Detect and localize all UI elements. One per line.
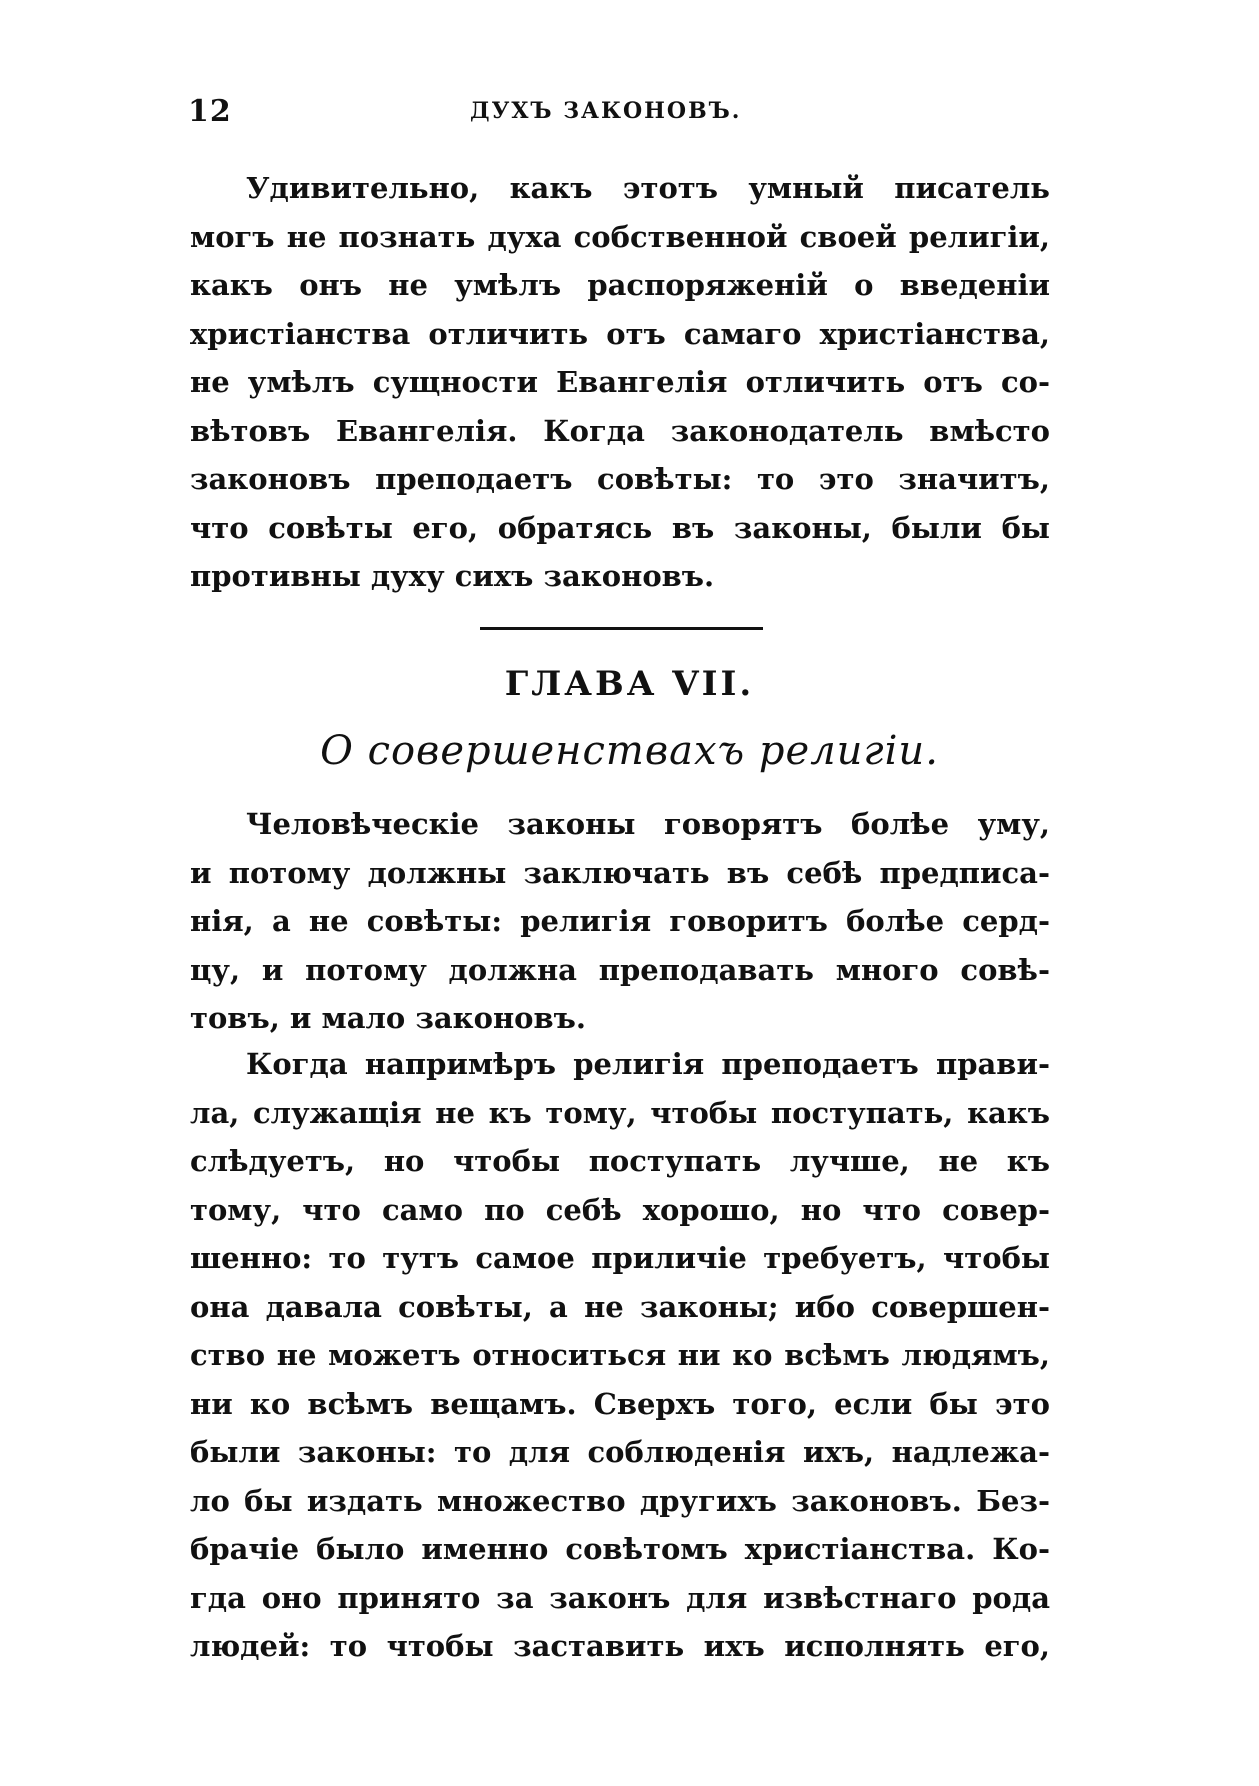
text-line: людей: то чтобы заставить ихъ исполнять его, <box>190 1629 1050 1663</box>
text-line: гда оно принято за законъ для извѣстнаго рода <box>190 1580 1050 1615</box>
text-line: товъ, и мало законовъ. <box>190 1001 587 1035</box>
text-line: нія, а не совѣты: религія говоритъ болѣе серд- <box>190 904 1050 938</box>
paragraph-1 <box>190 164 1050 601</box>
chapter-title: О совершенствахъ религіи. <box>320 728 939 774</box>
text-line: ло бы издать множество другихъ законовъ. Без- <box>190 1483 1050 1518</box>
text-line: она давала совѣты, а не законы; ибо совершен- <box>190 1289 1050 1324</box>
text-line: не умѣлъ сущности Евангелія отличить отъ со- <box>190 365 1050 399</box>
text-line: ни ко всѣмъ вещамъ. Сверхъ того, если бы это <box>190 1386 1050 1421</box>
paragraph-3 <box>190 1040 1050 1671</box>
text-line: и потому должны заключать въ себѣ предписа- <box>190 855 1050 890</box>
text-line: что совѣты его, обратясь въ законы, были бы <box>190 510 1050 545</box>
text-line: противны духу сихъ законовъ. <box>190 559 715 593</box>
chapter-heading: ГЛАВА VII. <box>504 664 755 704</box>
text-line: вѣтовъ Евангелія. Когда законодатель вмѣсто <box>190 413 1050 448</box>
text-line: ство не можетъ относиться ни ко всѣмъ людямъ, <box>190 1338 1050 1372</box>
text-line: какъ онъ не умѣлъ распоряженій о введеніи <box>190 268 1050 302</box>
paragraph-2 <box>190 800 1050 1043</box>
section-divider <box>480 627 763 630</box>
text-line: были законы: то для соблюденія ихъ, надлежа- <box>190 1435 1050 1469</box>
running-title: ДУХЪ ЗАКОНОВЪ. <box>470 98 742 124</box>
text-line: тому, что само по себѣ хорошо, но что совер- <box>190 1192 1050 1227</box>
text-line: Удивительно, какъ этотъ умный писатель <box>246 171 1050 205</box>
text-line: слѣдуетъ, но чтобы поступать лучше, не къ <box>190 1144 1050 1178</box>
text-line: христіанства отличить отъ самаго христіанства, <box>190 316 1050 351</box>
text-line: законовъ преподаетъ совѣты: то это значитъ, <box>190 462 1050 496</box>
text-line: шенно: то тутъ самое приличіе требуетъ, чтобы <box>190 1241 1050 1275</box>
text-line: Когда напримѣръ религія преподаетъ прави- <box>246 1047 1050 1081</box>
text-line: брачіе было именно совѣтомъ христіанства. Ко- <box>190 1532 1050 1566</box>
text-line: могъ не познать духа собственной своей религіи, <box>190 219 1050 254</box>
text-line: Человѣческіе законы говорятъ болѣе уму, <box>246 807 1050 841</box>
text-line: цу, и потому должна преподавать много совѣ- <box>190 952 1050 987</box>
text-line: ла, служащія не къ тому, чтобы поступать, какъ <box>190 1095 1050 1130</box>
page-number: 12 <box>188 94 232 129</box>
